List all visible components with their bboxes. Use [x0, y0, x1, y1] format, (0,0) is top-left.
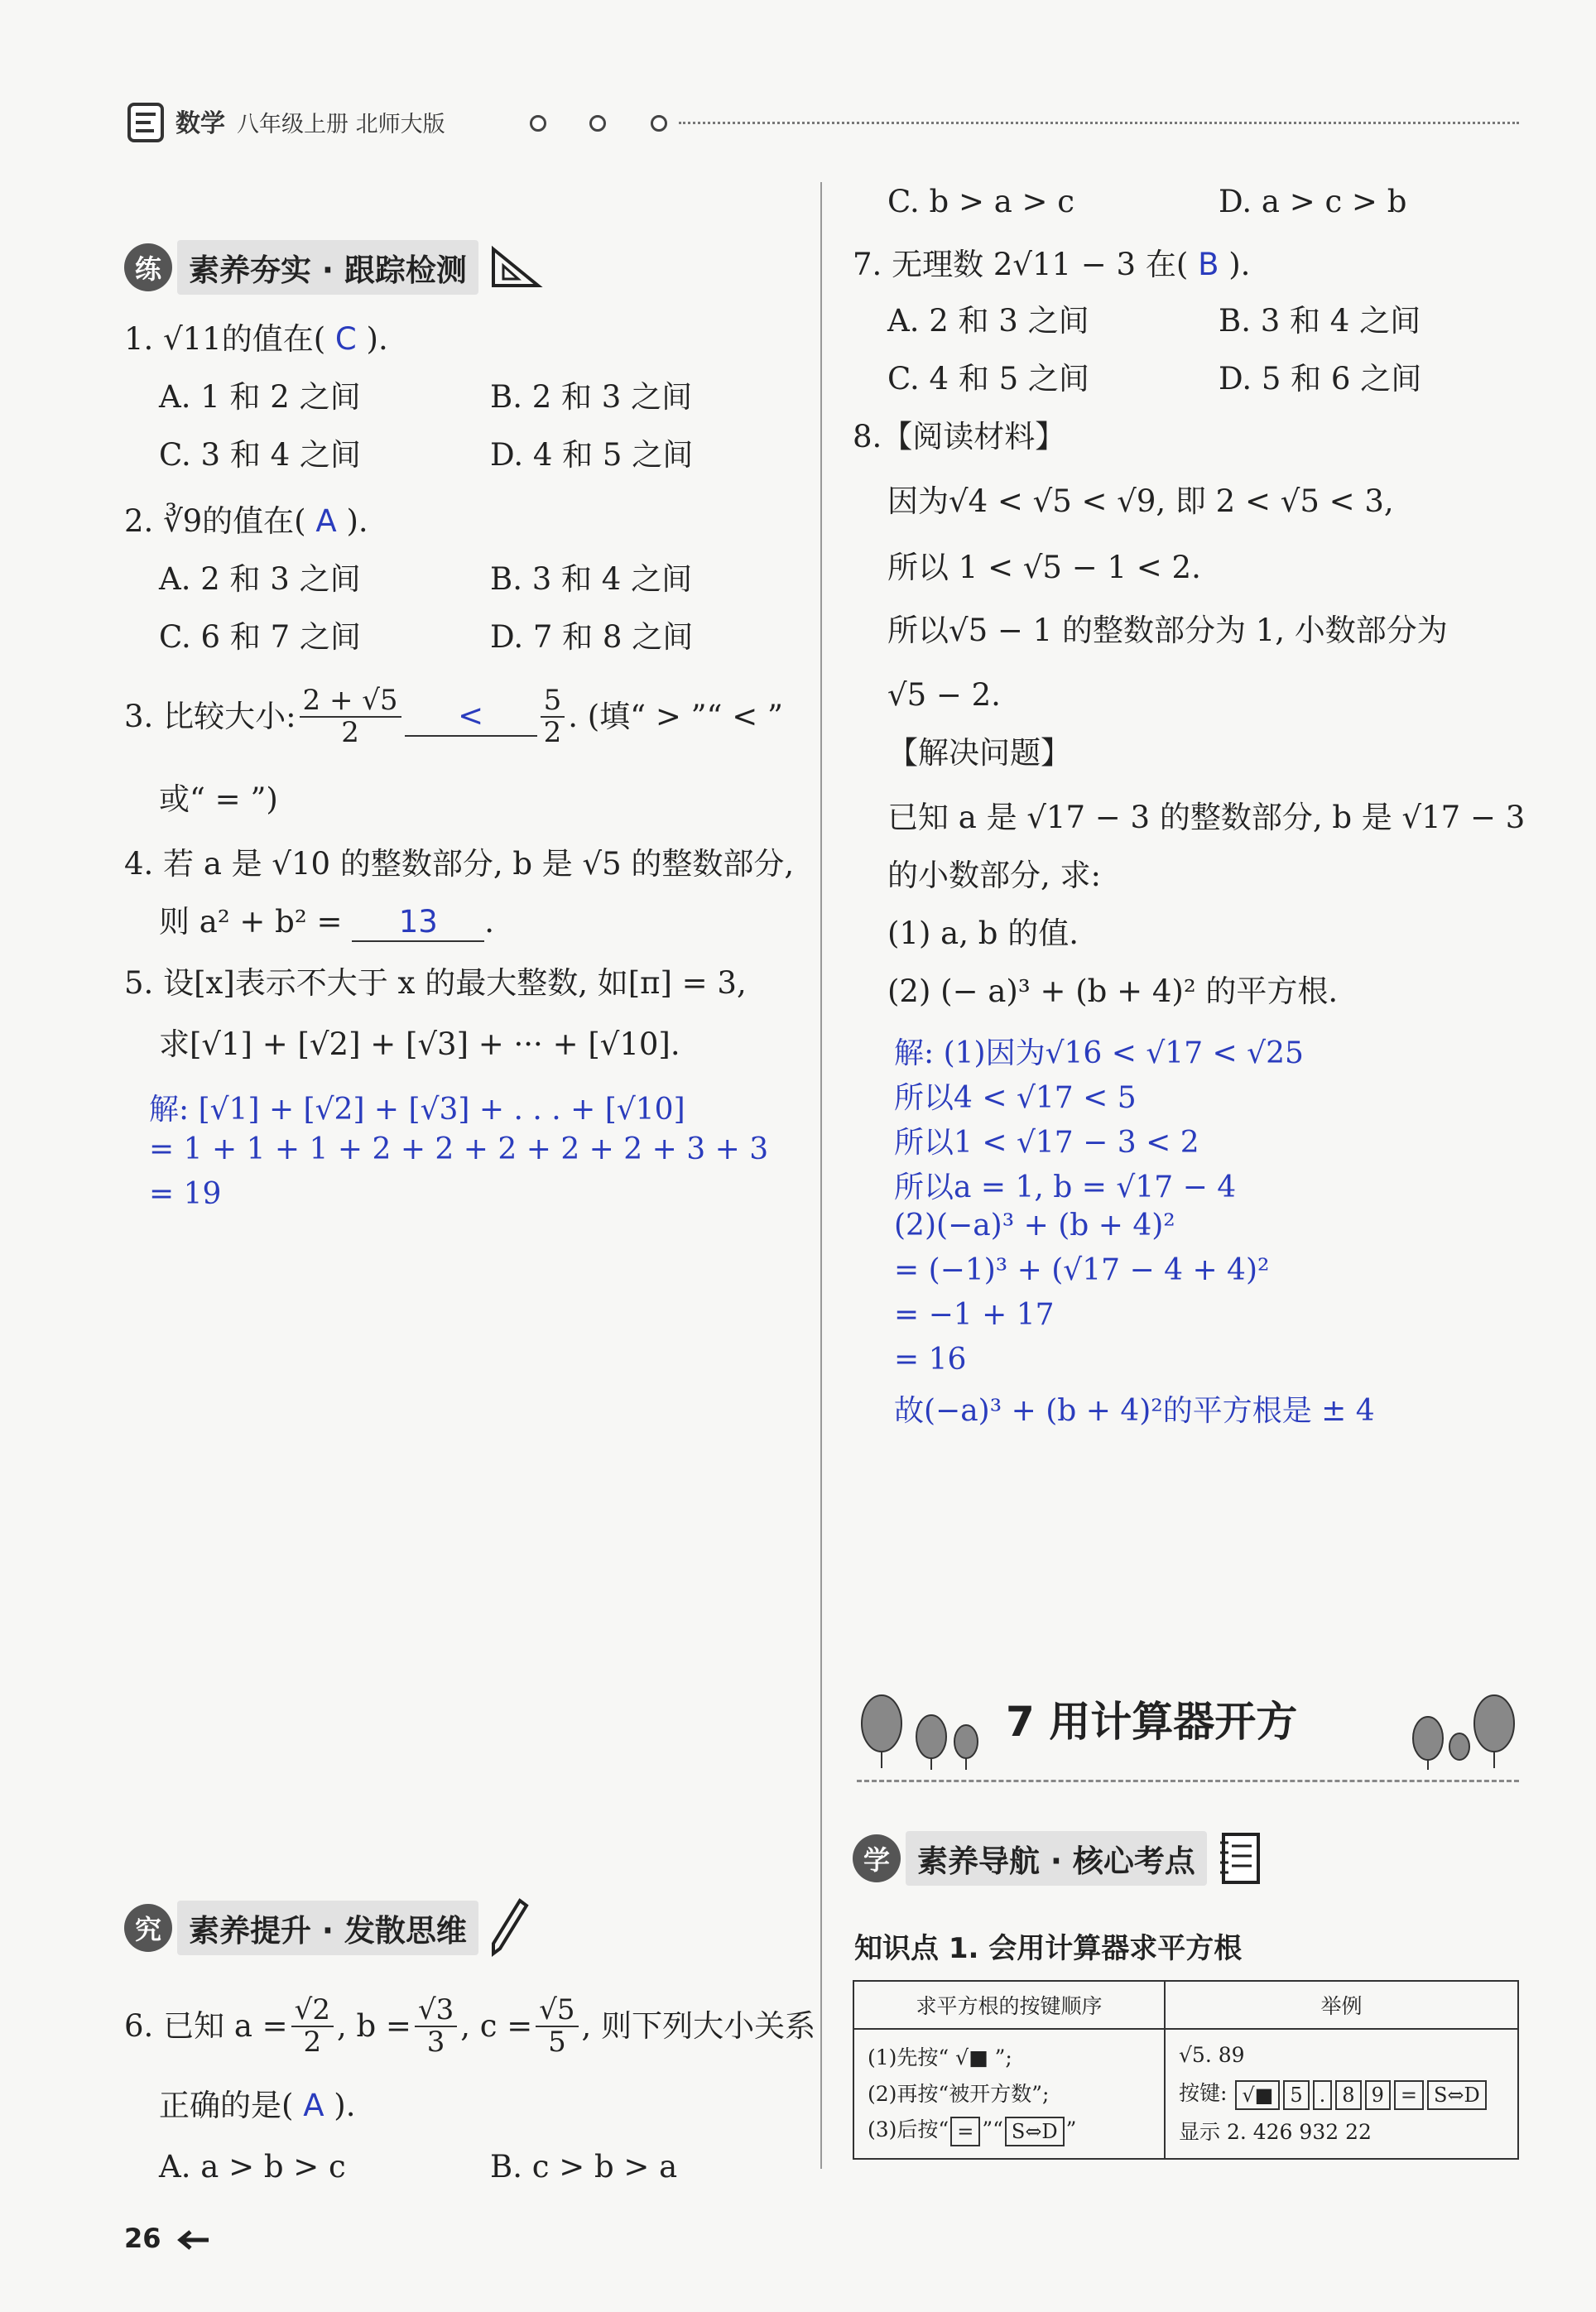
s-to-d-key: S⇔D: [1427, 2080, 1487, 2110]
question-8-line: 所以√5 − 1 的整数部分为 1, 小数部分为: [887, 613, 1448, 648]
header-dot-icon: [530, 115, 546, 132]
pencil-icon: [488, 1897, 530, 1959]
column-divider: [820, 182, 822, 2169]
section-practice: [124, 242, 543, 293]
answer-blank: <: [405, 698, 537, 736]
chapter-divider: [857, 1780, 1519, 1782]
equals-key: =: [1394, 2080, 1424, 2110]
table-header: 求平方根的按键顺序: [853, 1981, 1165, 2029]
option: A. 2 和 3 之间: [159, 561, 361, 597]
solution-line: = 19: [149, 1177, 222, 1211]
header-title: 数学 八年级上册 北师大版: [175, 109, 445, 138]
section-badge: 究: [124, 1904, 172, 1952]
section-badge: 练: [124, 243, 172, 291]
question-3-stem: 3. 比较大小: $\frac{2 + √5}{2}$ < $\frac{5}{2}$ . (填“ > ”“ < ”: [124, 684, 783, 750]
table-cell-example: [1165, 2029, 1518, 2159]
step-line: (2)再按“被开方数”;: [868, 2081, 1050, 2106]
question-4-stem: 4. 若 a 是 √10 的整数部分, b 是 √5 的整数部分,: [124, 846, 795, 882]
section-title: 素养夯实 · 跟踪检测: [177, 240, 478, 295]
answer: A: [315, 503, 337, 539]
triangle-ruler-icon: [488, 244, 543, 291]
header-dot-icon: [651, 115, 667, 132]
option: B. c > b > a: [490, 2149, 678, 2185]
option: C. 6 和 7 之间: [159, 619, 361, 655]
fraction: $\frac{√3}{3}$: [415, 1995, 457, 2059]
option: D. 7 和 8 之间: [490, 619, 694, 655]
option: D. a > c > b: [1219, 184, 1407, 219]
question-8-line: 所以 1 < √5 − 1 < 2.: [887, 550, 1201, 585]
option: B. 2 和 3 之间: [490, 379, 693, 415]
question-3-line2: 或“ = ”): [159, 781, 278, 817]
option: D. 4 和 5 之间: [490, 437, 694, 473]
option: C. 3 和 4 之间: [159, 437, 361, 473]
table-cell-steps: [853, 2029, 1165, 2159]
option: A. a > b > c: [159, 2149, 346, 2185]
question-8-line: 的小数部分, 求:: [887, 858, 1101, 893]
fraction: $\frac{√2}{2}$: [291, 1995, 334, 2059]
solution-line: = −1 + 17: [894, 1298, 1055, 1332]
solution-line: 所以1 < √17 − 3 < 2: [894, 1126, 1199, 1160]
solution-line: = 1 + 1 + 1 + 2 + 2 + 2 + 2 + 2 + 3 + 3: [149, 1132, 769, 1166]
calculator-key: 9: [1365, 2080, 1391, 2110]
calculator-key: 8: [1335, 2080, 1361, 2110]
answer: B: [1198, 247, 1219, 282]
solution-line: 所以4 < √17 < 5: [894, 1081, 1137, 1115]
answer: C: [334, 321, 357, 357]
fraction: $\frac{5}{2}$: [541, 685, 565, 749]
chapter-title: 7 用计算器开方: [1006, 1698, 1298, 1746]
question-8-line: (2) (− a)³ + (b + 4)² 的平方根.: [887, 973, 1339, 1009]
fraction: $\frac{√5}{5}$: [536, 1995, 578, 2059]
question-4-line2: 则 a² + b² = 13 .: [159, 904, 494, 942]
section-title: 素养提升 · 发散思维: [177, 1901, 478, 1955]
question-8-line: 因为√4 < √5 < √9, 即 2 < √5 < 3,: [887, 483, 1394, 519]
step-line: (1)先按“ √■ ”;: [868, 2045, 1012, 2069]
option: B. 3 和 4 之间: [1219, 303, 1421, 339]
knowledge-point-title: 知识点 1. 会用计算器求平方根: [854, 1932, 1243, 1965]
book-logo-icon: [124, 98, 172, 146]
option: C. b > a > c: [887, 184, 1075, 219]
step-line: (3)后按“ = ”“ S⇔D ”: [868, 2112, 1151, 2148]
header-dot-icon: [589, 115, 606, 132]
sqrt-key: √■: [1235, 2080, 1280, 2110]
equals-key: =: [950, 2117, 980, 2146]
arrow-left-icon: [177, 2229, 210, 2251]
display-result: 显示 2. 426 932 22: [1179, 2119, 1372, 2144]
question-8-line: (1) a, b 的值.: [887, 916, 1079, 951]
question-8-line: 已知 a 是 √17 − 3 的整数部分, b 是 √17 − 3: [887, 800, 1526, 835]
s-to-d-key: S⇔D: [1005, 2117, 1065, 2146]
solution-line: 解: [√1] + [√2] + [√3] + . . . + [√10]: [149, 1093, 685, 1127]
question-2-stem: 2. ∛9的值在( A ).: [124, 503, 368, 539]
solution-line: (2)(−a)³ + (b + 4)²: [894, 1209, 1175, 1243]
example-expression: √5. 89: [1179, 2043, 1245, 2067]
question-1-stem: 1. √11的值在( C ).: [124, 321, 388, 357]
question-8-line: 【解决问题】: [887, 735, 1071, 771]
section-explore: [124, 1902, 530, 1954]
solution-line: 解: (1)因为√16 < √17 < √25: [894, 1036, 1304, 1070]
calculator-key: 5: [1283, 2080, 1309, 2110]
option: B. 3 和 4 之间: [490, 561, 693, 597]
key-sequence: 按键: √■ 5 . 8 9 = S⇔D: [1179, 2074, 1504, 2113]
option: A. 1 和 2 之间: [159, 379, 361, 415]
solution-line: = 16: [894, 1343, 967, 1377]
section-learn: [853, 1833, 1263, 1884]
notebook-icon: [1217, 1831, 1263, 1886]
answer: A: [303, 2088, 324, 2123]
key-sequence-table: [853, 1980, 1519, 2160]
page-number: 26: [124, 2223, 210, 2254]
section-badge: 学: [853, 1834, 901, 1882]
question-6-line2: 正确的是( A ).: [159, 2088, 356, 2123]
question-6-stem: 6. 已知 a = $\frac{√2}{2}$ , b = $\frac{√3}{3}$ , c = $\frac{√5}{5}$ , 则下列大小关系: [124, 1993, 816, 2060]
solution-line: 故(−a)³ + (b + 4)²的平方根是 ± 4: [894, 1394, 1375, 1428]
question-5-stem: 5. 设[x]表示不大于 x 的最大整数, 如[π] = 3,: [124, 965, 747, 1001]
question-5-line2: 求[√1] + [√2] + [√3] + ··· + [√10].: [159, 1026, 680, 1062]
solution-line: = (−1)³ + (√17 − 4 + 4)²: [894, 1253, 1270, 1287]
question-8-line: √5 − 2.: [887, 677, 1001, 713]
option: D. 5 和 6 之间: [1219, 361, 1422, 397]
answer-blank: 13: [352, 904, 484, 942]
option: C. 4 和 5 之间: [887, 361, 1089, 397]
section-title: 素养导航 · 核心考点: [906, 1831, 1207, 1886]
option: A. 2 和 3 之间: [887, 303, 1089, 339]
question-7-stem: 7. 无理数 2√11 − 3 在( B ).: [853, 247, 1251, 282]
table-header: 举例: [1165, 1981, 1518, 2029]
question-8-line: 8.【阅读材料】: [853, 419, 1066, 454]
header-divider: [679, 122, 1519, 124]
calculator-key: .: [1313, 2080, 1333, 2110]
fraction: $\frac{2 + √5}{2}$: [300, 685, 401, 749]
solution-line: 所以a = 1, b = √17 − 4: [894, 1170, 1237, 1204]
